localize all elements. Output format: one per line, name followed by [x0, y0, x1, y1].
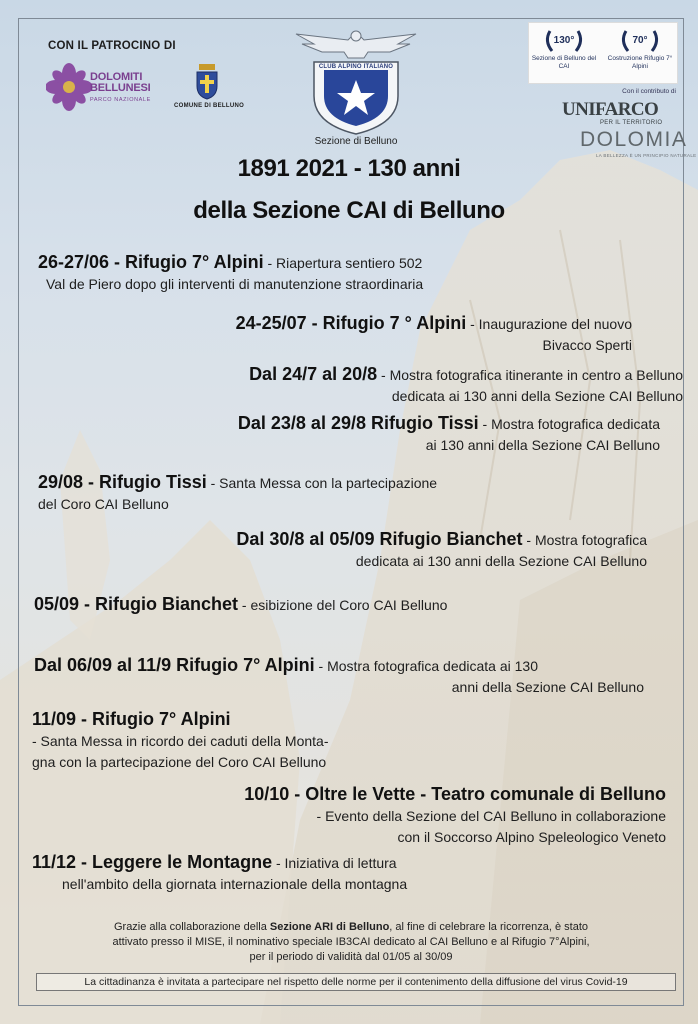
comune-belluno-label: COMUNE DI BELLUNO — [174, 103, 245, 109]
cai-eagle-emblem-icon — [288, 26, 424, 136]
comune-coat-of-arms-icon — [194, 64, 220, 100]
event-item: 26-27/06 - Rifugio 7° Alpini - Riapertura sentiero 502 Val de Piero dopo gli interventi di manutenzione straordinaria — [38, 252, 424, 292]
event-item: 11/12 - Leggere le Montagne - Iniziativa di lettura nell'ambito della giornata internazionale della montagna — [32, 852, 408, 892]
laurel-wreath-icon — [618, 25, 662, 55]
cai-ring-text: CLUB ALPINO ITALIANO — [318, 64, 394, 70]
svg-text:70°: 70° — [632, 35, 648, 46]
event-item: Dal 30/8 al 05/09 Rifugio Bianchet - Mostra fotografica dedicata ai 130 anni della Sezione CAI Belluno — [236, 529, 647, 569]
unifarco-logo: UNIFARCO — [562, 99, 659, 120]
event-item: Dal 23/8 al 29/8 Rifugio Tissi - Mostra fotografica dedicata ai 130 anni della Sezione CAI Belluno — [237, 413, 660, 453]
patronage-label: CON IL PATROCINO DI — [48, 40, 176, 52]
event-item: Dal 24/7 al 20/8 - Mostra fotografica itinerante in centro a Belluno dedicata ai 130 anni della Sezione CAI Belluno — [249, 364, 683, 404]
event-item: 10/10 - Oltre le Vette - Teatro comunale di Belluno - Evento della Sezione del CAI Belluno in collaborazione con il Soccorso Alpino Speleologico Veneto — [244, 784, 666, 845]
anniversary-badges — [528, 22, 678, 84]
svg-text:130°: 130° — [553, 35, 575, 46]
laurel-wreath-icon — [542, 25, 586, 55]
sponsor-caption: Con il contributo di — [622, 88, 676, 95]
badge-70: 70° Costruzione Rifugio 7° Alpini — [607, 25, 673, 70]
cai-sezione-caption: Sezione di Belluno — [314, 136, 398, 147]
poster-title: 1891 2021 - 130 anni — [237, 155, 461, 182]
event-item: 29/08 - Rifugio Tissi - Santa Messa con la partecipazione del Coro CAI Belluno — [38, 472, 438, 512]
event-item: 24-25/07 - Rifugio 7 ° Alpini - Inaugurazione del nuovo Bivacco Sperti — [235, 313, 632, 353]
event-item: 11/09 - Rifugio 7° Alpini - Santa Messa in ricordo dei caduti della Monta- gna con la partecipazione del Coro CAI Belluno — [32, 709, 329, 770]
dolomiti-flower-icon — [46, 62, 92, 112]
event-item: Dal 06/09 al 11/9 Rifugio 7° Alpini - Mostra fotografica dedicata ai 130 anni della Sezione CAI Belluno — [34, 655, 644, 695]
covid-notice: La cittadinanza è invitata a partecipare nel rispetto delle norme per il contenimento della diffusione del virus Covid-19 — [36, 973, 676, 991]
thanks-paragraph: Grazie alla collaborazione della Sezione ARI di Belluno, al fine di celebrare la ricorrenza, è stato attivato presso il MISE, il nominativo speciale IB3CAI dedicato al CAI Belluno e al Rifugio 7°Alpini, per il periodo di validità dal 01/05 al 30/09 — [112, 921, 590, 963]
unifarco-tagline: PER IL TERRITORIO — [600, 120, 663, 126]
badge-130: 130° Sezione di Belluno del CAI — [531, 25, 597, 70]
dolomia-tagline: LA BELLEZZA È UN PRINCIPIO NATURALE — [596, 153, 697, 158]
dolomia-logo: DOLOMIA — [580, 128, 688, 151]
poster-subtitle: della Sezione CAI di Belluno — [193, 197, 505, 224]
dolomiti-bellunesi-logo: DOLOMITI BELLUNESI PARCO NAZIONALE — [90, 71, 151, 103]
event-item: 05/09 - Rifugio Bianchet - esibizione del Coro CAI Belluno — [34, 594, 448, 614]
